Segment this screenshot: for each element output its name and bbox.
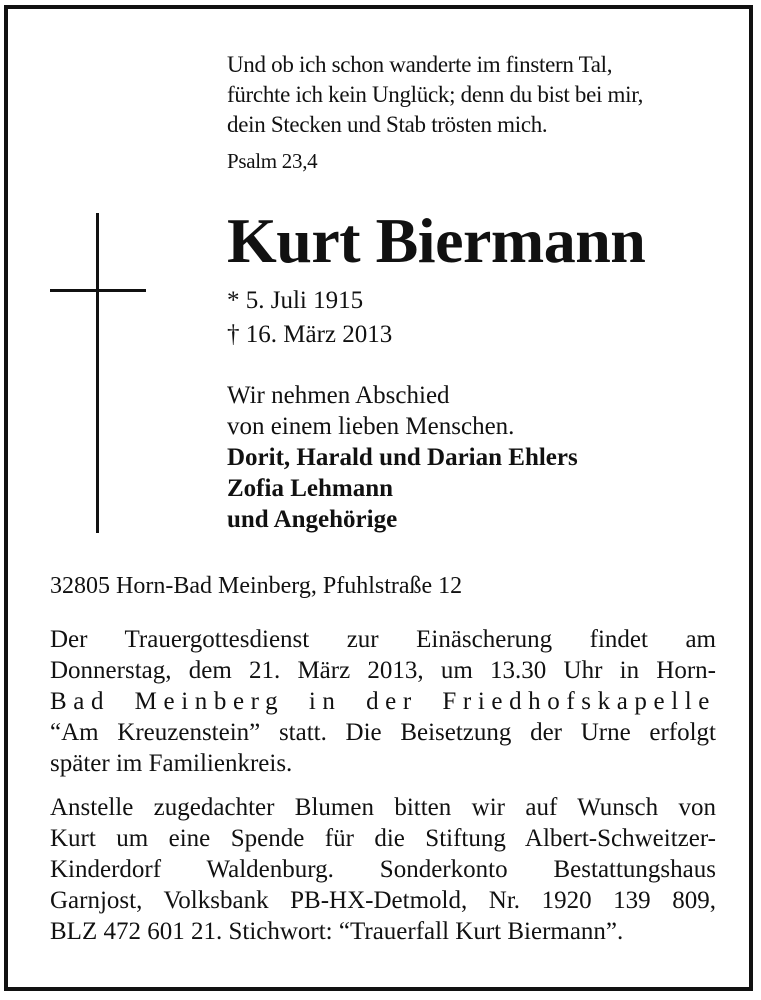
life-dates: [227, 284, 392, 352]
psalm-line: fürchte ich kein Unglück; denn du bist bei mir,: [227, 82, 644, 107]
service-line: Der Trauergottesdienst zur Einäscherung findet am: [50, 626, 716, 653]
donation-line: Garnjost, Volksbank PB-HX-Detmold, Nr. 1920 139 809,: [50, 887, 716, 914]
service-line: Bad Meinberg in der Friedhofskapelle: [50, 688, 716, 715]
psalm-reference: Psalm 23,4: [227, 149, 318, 173]
farewell-block: [227, 380, 578, 535]
donation-line: Anstelle zugedachter Blumen bitten wir auf Wunsch von: [50, 794, 716, 821]
donation-paragraph: [50, 792, 716, 947]
service-line: später im Familienkreis.: [50, 750, 293, 777]
deceased-name: Kurt Biermann: [227, 205, 646, 276]
donation-line: Kurt um eine Spende für die Stiftung Albert-Schweitzer-: [50, 825, 716, 852]
service-paragraph: [50, 624, 716, 779]
family-address: 32805 Horn-Bad Meinberg, Pfuhlstraße 12: [50, 573, 463, 599]
psalm-quote: [227, 50, 727, 176]
psalm-line: Und ob ich schon wanderte im finstern Tal,: [227, 52, 613, 77]
psalm-line: dein Stecken und Stab trösten mich.: [227, 112, 548, 137]
mourner-name: Zofia Lehmann: [227, 475, 394, 502]
cross-horizontal-bar: [50, 289, 146, 292]
cross-vertical-bar: [96, 213, 99, 533]
donation-line: BLZ 472 601 21. Stichwort: “Trauerfall Kurt Biermann”.: [50, 918, 624, 945]
mourner-name: und Angehörige: [227, 506, 398, 533]
donation-line: Kinderdorf Waldenburg. Sonderkonto Bestattungshaus: [50, 856, 716, 883]
farewell-line: Wir nehmen Abschied: [227, 382, 450, 409]
service-line: Donnerstag, dem 21. März 2013, um 13.30 Uhr in Horn-: [50, 657, 716, 684]
farewell-line: von einem lieben Menschen.: [227, 413, 515, 440]
mourner-name: Dorit, Harald und Darian Ehlers: [227, 444, 578, 471]
death-date: † 16. März 2013: [227, 321, 393, 348]
birth-date: * 5. Juli 1915: [227, 287, 364, 314]
service-line: “Am Kreuzenstein” statt. Die Beisetzung der Urne erfolgt: [50, 719, 716, 746]
